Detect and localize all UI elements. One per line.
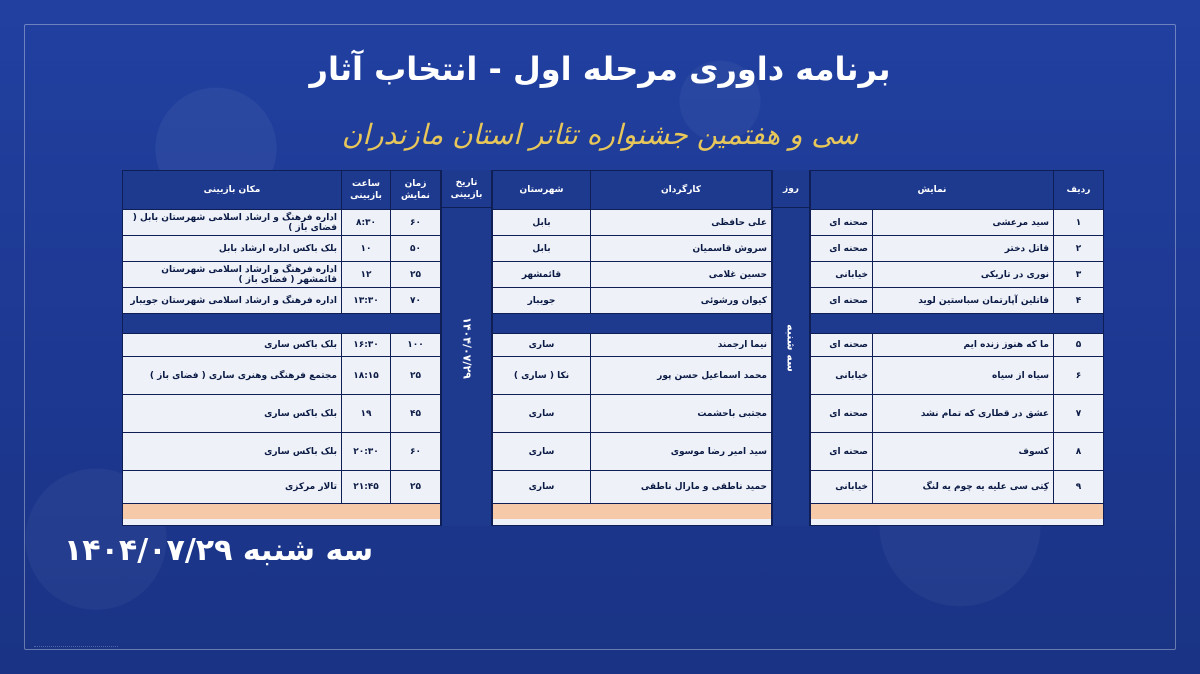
table-row bbox=[123, 356, 440, 394]
cell-play: قاتلین آپارتمان سباستین لوید bbox=[873, 288, 1054, 313]
cell-type: صحنه ای bbox=[811, 395, 873, 432]
venue-panel bbox=[122, 170, 441, 526]
cell-time: ۱۶:۳۰ bbox=[342, 334, 391, 356]
cell-time: ۱۹ bbox=[342, 395, 391, 432]
table-row bbox=[123, 470, 440, 503]
cell-duration: ۲۵ bbox=[391, 471, 441, 503]
cell-venue: مجتمع فرهنگی وهنری ساری ( فضای باز ) bbox=[123, 357, 342, 394]
table-row bbox=[123, 432, 440, 470]
table-row bbox=[811, 261, 1103, 287]
cell-play: ما که هنوز زنده ایم bbox=[873, 334, 1054, 356]
table-row bbox=[811, 333, 1103, 356]
cell-director: سروش قاسمیان bbox=[591, 236, 772, 261]
header-time: ساعت بازبینی bbox=[342, 171, 391, 209]
cell-play: نوری در تاریکی bbox=[873, 262, 1054, 287]
cell-type: خیابانی bbox=[811, 471, 873, 503]
date-value: ۱۴۰۴/۰۷/۲۹ bbox=[460, 317, 473, 379]
date-column bbox=[441, 170, 492, 526]
cell-city: قائمشهر bbox=[493, 262, 591, 287]
cell-time: ۲۱:۴۵ bbox=[342, 471, 391, 503]
date-header: تاریخ بازبینی bbox=[442, 170, 491, 208]
table-row bbox=[493, 287, 771, 313]
cell-time: ۱۳:۳۰ bbox=[342, 288, 391, 313]
cell-time: ۱۲ bbox=[342, 262, 391, 287]
table-row bbox=[493, 470, 771, 503]
cell-city: جویبار bbox=[493, 288, 591, 313]
day-column bbox=[772, 170, 810, 526]
cell-play: سید مرعشی bbox=[873, 210, 1054, 235]
cell-no: ۶ bbox=[1054, 357, 1104, 394]
table-row bbox=[493, 432, 771, 470]
cell-time: ۸:۳۰ bbox=[342, 210, 391, 235]
cell-no: ۸ bbox=[1054, 433, 1104, 470]
cell-duration: ۶۰ bbox=[391, 210, 441, 235]
cell-duration: ۲۵ bbox=[391, 357, 441, 394]
cell-director: محمد اسماعیل حسن پور bbox=[591, 357, 772, 394]
cell-no: ۱ bbox=[1054, 210, 1104, 235]
cell-type: صحنه ای bbox=[811, 433, 873, 470]
table-row bbox=[493, 394, 771, 432]
cell-venue: بلک باکس ساری bbox=[123, 334, 342, 356]
cell-no: ۳ bbox=[1054, 262, 1104, 287]
table-row bbox=[493, 333, 771, 356]
cell-play: عشق در قطاری که تمام نشد bbox=[873, 395, 1054, 432]
table-row bbox=[493, 261, 771, 287]
cell-director: سید امیر رضا موسوی bbox=[591, 433, 772, 470]
cell-director: مجتبی باحشمت bbox=[591, 395, 772, 432]
cell-city: ساری bbox=[493, 471, 591, 503]
separator-row bbox=[123, 313, 440, 333]
cell-venue: بلک باکس اداره ارشاد بابل bbox=[123, 236, 342, 261]
table-row bbox=[811, 209, 1103, 235]
date-banner: سه شنبه ۱۴۰۴/۰۷/۲۹ bbox=[64, 533, 374, 568]
header-duration: زمان نمایش bbox=[391, 171, 441, 209]
cell-no: ۹ bbox=[1054, 471, 1104, 503]
cell-type: خیابانی bbox=[811, 262, 873, 287]
cell-venue: بلک باکس ساری bbox=[123, 395, 342, 432]
cell-duration: ۶۰ bbox=[391, 433, 441, 470]
day-header: روز bbox=[773, 170, 809, 208]
cell-time: ۱۰ bbox=[342, 236, 391, 261]
table-row bbox=[811, 394, 1103, 432]
cell-venue: بلک باکس ساری bbox=[123, 433, 342, 470]
cell-city: بابل bbox=[493, 236, 591, 261]
cell-type: خیابانی bbox=[811, 357, 873, 394]
cell-no: ۴ bbox=[1054, 288, 1104, 313]
cell-duration: ۲۵ bbox=[391, 262, 441, 287]
cell-duration: ۱۰۰ bbox=[391, 334, 441, 356]
cell-no: ۷ bbox=[1054, 395, 1104, 432]
cell-venue: اداره فرهنگ و ارشاد اسلامی شهرستان قائمشهر ( فضای باز ) bbox=[123, 262, 342, 287]
header-director: کارگردان bbox=[591, 171, 772, 209]
cell-city: ساری bbox=[493, 395, 591, 432]
cell-play: کسوف bbox=[873, 433, 1054, 470]
table-row bbox=[493, 235, 771, 261]
director-panel bbox=[492, 170, 772, 526]
cell-play: قاتل دختر bbox=[873, 236, 1054, 261]
cell-director: حمید ناطقی و مارال ناطقی bbox=[591, 471, 772, 503]
header-venue: مکان بازبینی bbox=[123, 171, 342, 209]
cell-city: نکا ( ساری ) bbox=[493, 357, 591, 394]
cell-type: صحنه ای bbox=[811, 236, 873, 261]
header-row-no: ردیف bbox=[1054, 171, 1104, 209]
table-row bbox=[811, 287, 1103, 313]
cell-venue: اداره فرهنگ و ارشاد اسلامی شهرستان بابل ( فضای باز ) bbox=[123, 210, 342, 235]
table-row bbox=[123, 235, 440, 261]
cell-director: علی حافظی bbox=[591, 210, 772, 235]
cell-venue: تالار مرکزی bbox=[123, 471, 342, 503]
cell-duration: ۴۵ bbox=[391, 395, 441, 432]
day-value: سه شنبه bbox=[784, 324, 798, 372]
cell-city: ساری bbox=[493, 433, 591, 470]
table-row bbox=[123, 394, 440, 432]
cell-city: ساری bbox=[493, 334, 591, 356]
table-row bbox=[123, 287, 440, 313]
page-title: برنامه داوری مرحله اول - انتخاب آثار bbox=[309, 50, 891, 88]
footer-row bbox=[493, 503, 771, 519]
cell-play: کِتی سی علیه یه چوم یه لنگ bbox=[873, 471, 1054, 503]
table-row bbox=[811, 432, 1103, 470]
separator-row bbox=[493, 313, 771, 333]
table-row bbox=[493, 209, 771, 235]
cell-director: حسین غلامی bbox=[591, 262, 772, 287]
table-row bbox=[123, 261, 440, 287]
cell-time: ۲۰:۳۰ bbox=[342, 433, 391, 470]
footer-row bbox=[123, 503, 440, 519]
separator-row bbox=[811, 313, 1103, 333]
table-row bbox=[123, 333, 440, 356]
cell-type: صحنه ای bbox=[811, 210, 873, 235]
cell-time: ۱۸:۱۵ bbox=[342, 357, 391, 394]
cell-duration: ۵۰ bbox=[391, 236, 441, 261]
table-row bbox=[811, 235, 1103, 261]
festival-subtitle: سی و هفتمین جشنواره تئاتر استان مازندران bbox=[341, 118, 859, 151]
cell-no: ۲ bbox=[1054, 236, 1104, 261]
table-row bbox=[811, 470, 1103, 503]
table-row bbox=[123, 209, 440, 235]
cell-city: بابل bbox=[493, 210, 591, 235]
table-row bbox=[811, 356, 1103, 394]
cell-director: کیوان ورشوئی bbox=[591, 288, 772, 313]
cell-type: صحنه ای bbox=[811, 334, 873, 356]
header-play: نمایش bbox=[811, 171, 1054, 209]
cell-director: نیما ارجمند bbox=[591, 334, 772, 356]
cell-type: صحنه ای bbox=[811, 288, 873, 313]
footer-row bbox=[811, 503, 1103, 519]
cell-venue: اداره فرهنگ و ارشاد اسلامی شهرستان جویبار bbox=[123, 288, 342, 313]
cell-play: سیاه از سیاه bbox=[873, 357, 1054, 394]
header-city: شهرستان bbox=[493, 171, 591, 209]
cell-no: ۵ bbox=[1054, 334, 1104, 356]
corner-mark bbox=[34, 646, 118, 650]
play-panel bbox=[810, 170, 1104, 526]
table-row bbox=[493, 356, 771, 394]
cell-duration: ۷۰ bbox=[391, 288, 441, 313]
